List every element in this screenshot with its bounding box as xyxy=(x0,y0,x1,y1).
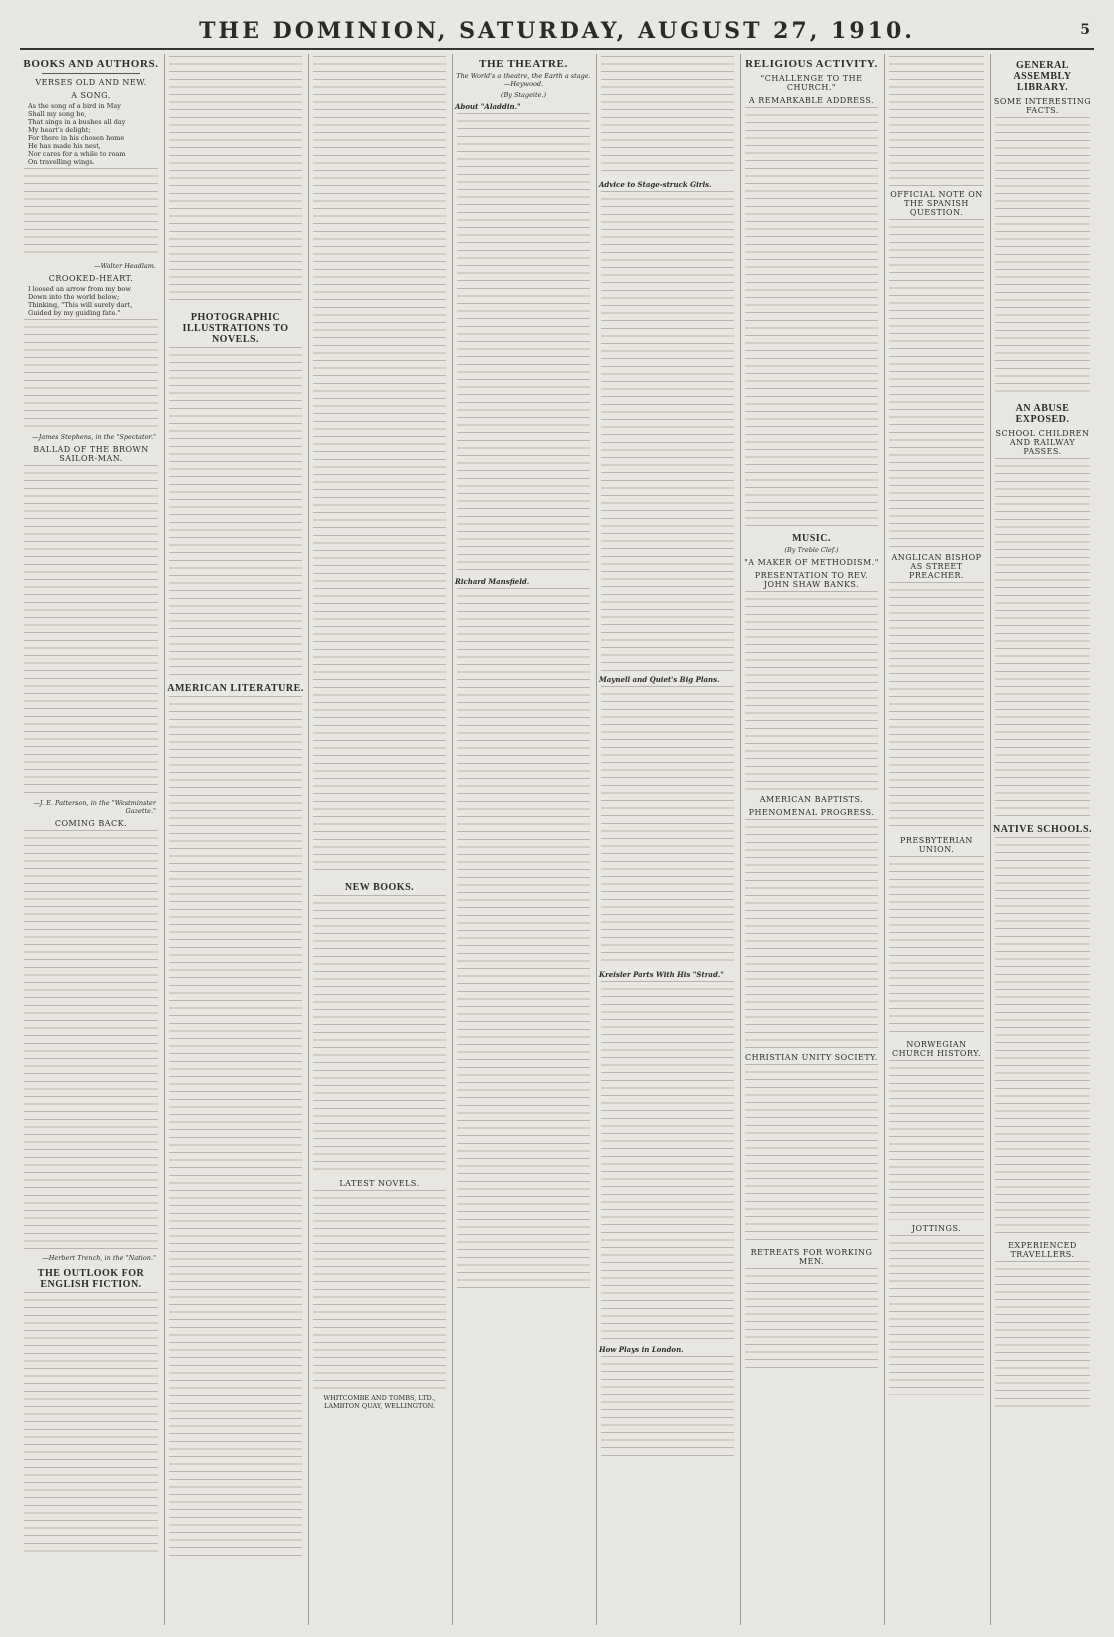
text-block xyxy=(889,1060,984,1220)
subheading-verses: VERSES OLD AND NEW. xyxy=(35,78,147,87)
text-block xyxy=(169,696,302,1556)
text-block xyxy=(601,1356,734,1456)
poem-title: A SONG. xyxy=(71,91,111,100)
text-block xyxy=(24,1292,158,1552)
subheading-presentation: PRESENTATION TO REV. JOHN SHAW BANKS. xyxy=(754,571,869,589)
section-heading-american: AMERICAN LITERATURE. xyxy=(167,683,304,694)
subheading-latest-novels: LATEST NOVELS. xyxy=(339,1179,420,1188)
epigraph: The World's a theatre, the Earth a stage.—Heywood. xyxy=(456,72,591,88)
column-theatre xyxy=(452,54,594,1625)
subheading-anglican: ANGLICAN BISHOP AS STREET PREACHER. xyxy=(891,553,982,580)
byline: (By Treble Clef.) xyxy=(784,546,839,554)
poem-title: BALLAD OF THE BROWN SAILOR-MAN. xyxy=(33,445,149,463)
column-assembly xyxy=(990,54,1094,1625)
subheading-address: A REMARKABLE ADDRESS. xyxy=(748,96,875,105)
section-heading-assembly: GENERAL ASSEMBLY LIBRARY. xyxy=(1013,60,1072,93)
poem-author: —James Stephens, in the "Spectator." xyxy=(32,433,156,441)
column-religious xyxy=(740,54,882,1625)
subheading-presbyterian: PRESBYTERIAN UNION. xyxy=(900,836,973,854)
poem-author: —Walter Headlam. xyxy=(94,262,156,270)
column-spanish xyxy=(884,54,988,1625)
section-heading-photographic: PHOTOGRAPHIC ILLUSTRATIONS TO NOVELS. xyxy=(182,312,289,345)
text-block xyxy=(601,981,734,1341)
text-block xyxy=(889,219,984,549)
text-block xyxy=(889,582,984,832)
item-heading: Richard Mansfield. xyxy=(455,577,530,586)
item-heading: Kreisler Parts With His "Strad." xyxy=(599,970,724,979)
subheading-railway: SCHOOL CHILDREN AND RAILWAY PASSES. xyxy=(995,429,1090,456)
text-block xyxy=(169,347,302,677)
subheading-norwegian: NORWEGIAN CHURCH HISTORY. xyxy=(891,1040,982,1058)
section-heading-religious: RELIGIOUS ACTIVITY. xyxy=(745,58,878,70)
text-block xyxy=(889,56,984,186)
publisher-footer: WHITCOMBE AND TOMBS, LTD., LAMBTON QUAY, WELLINGTON. xyxy=(323,1394,436,1410)
text-block xyxy=(313,1190,446,1390)
section-heading-books: BOOKS AND AUTHORS. xyxy=(23,58,159,70)
masthead-title: THE DOMINION, SATURDAY, AUGUST 27, 1910. xyxy=(199,18,915,44)
page-number: 5 xyxy=(1080,22,1090,38)
item-heading: Advice to Stage-struck Girls. xyxy=(599,180,712,189)
poem-author: —Herbert Trench, in the "Nation." xyxy=(42,1254,156,1262)
poem-text: I loosed an arrow from my bow Down into the world below; Thinking, "This will surely dart, Guided by my guiding fate." xyxy=(28,285,133,317)
byline: (By Stageite.) xyxy=(500,91,547,99)
text-block xyxy=(24,830,158,1250)
text-block xyxy=(601,56,734,176)
text-block xyxy=(995,458,1090,818)
poem-title: COMING BACK. xyxy=(54,819,128,828)
column-music xyxy=(596,54,738,1625)
section-heading-fiction: THE OUTLOOK FOR ENGLISH FICTION. xyxy=(37,1268,145,1290)
subheading-travellers: EXPERIENCED TRAVELLERS. xyxy=(1008,1241,1077,1259)
poem-title: CROOKED-HEART. xyxy=(48,274,134,283)
poem-text: As the song of a bird in May Shall my song be, That sings in a bushes all day My heart's delight; For there in his chosen home He has made his nest, Nor cares for a while to roam On travelling wings. xyxy=(28,102,126,166)
text-block xyxy=(745,591,878,791)
item-heading: About "Aladdin." xyxy=(455,102,521,111)
subheading-facts: SOME INTERESTING FACTS. xyxy=(993,97,1092,115)
text-block xyxy=(169,56,302,306)
text-block xyxy=(745,107,878,527)
subheading-jottings: JOTTINGS. xyxy=(911,1224,962,1233)
text-block xyxy=(995,1261,1090,1411)
item-heading: How Plays in London. xyxy=(599,1345,684,1354)
text-block xyxy=(24,465,158,795)
subheading-official: OFFICIAL NOTE ON THE SPANISH QUESTION. xyxy=(890,190,983,217)
section-heading-theatre: THE THEATRE. xyxy=(479,58,568,70)
text-block xyxy=(457,113,590,573)
text-block xyxy=(745,1064,878,1244)
divider xyxy=(42,73,140,74)
text-block xyxy=(745,819,878,1049)
text-block xyxy=(457,588,590,1288)
masthead xyxy=(20,14,1094,50)
text-block xyxy=(889,1235,984,1395)
subheading-unity: CHRISTIAN UNITY SOCIETY. xyxy=(745,1053,878,1062)
column-fiction xyxy=(164,54,306,1625)
poem-author: —J. E. Patterson, in the "Westminster Gazette." xyxy=(33,799,156,815)
subheading-challenge: "CHALLENGE TO THE CHURCH." xyxy=(760,74,863,92)
subheading-baptists: AMERICAN BAPTISTS. xyxy=(759,795,864,804)
text-block xyxy=(889,856,984,1036)
text-block xyxy=(24,319,158,429)
section-heading-new-books: NEW BOOKS. xyxy=(344,882,415,893)
column-books xyxy=(20,54,162,1625)
section-heading-music: MUSIC. xyxy=(792,533,831,544)
text-block xyxy=(601,191,734,671)
section-heading-native: NATIVE SCHOOLS. xyxy=(993,824,1093,835)
section-heading-abuse: AN ABUSE EXPOSED. xyxy=(1015,403,1070,425)
text-block xyxy=(995,117,1090,397)
subheading-methodism: "A MAKER OF METHODISM." xyxy=(744,558,879,567)
text-block xyxy=(313,56,446,876)
column-american xyxy=(308,54,450,1625)
subheading-progress: PHENOMENAL PROGRESS. xyxy=(748,808,875,817)
subheading-retreats: RETREATS FOR WORKING MEN. xyxy=(750,1248,873,1266)
text-block xyxy=(995,837,1090,1237)
text-block xyxy=(313,895,446,1175)
item-heading: Maynell and Quiet's Big Plans. xyxy=(599,675,720,684)
text-block xyxy=(24,168,158,258)
text-block xyxy=(601,686,734,966)
text-block xyxy=(745,1268,878,1368)
